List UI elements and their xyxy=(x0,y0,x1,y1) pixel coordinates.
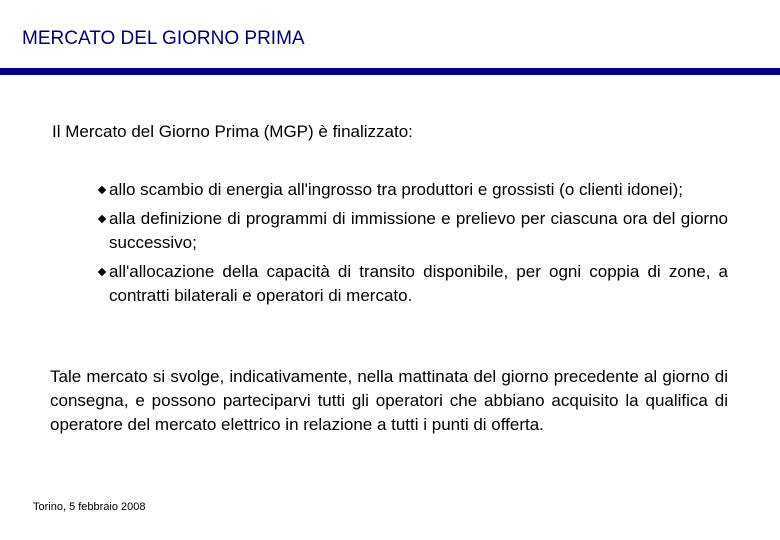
bullet-text: alla definizione di programmi di immissione e prelievo per ciascuna ora del giorno successivo; xyxy=(109,209,728,252)
footer-date: Torino, 5 febbraio 2008 xyxy=(33,501,146,513)
title-divider xyxy=(0,68,780,75)
slide-title: MERCATO DEL GIORNO PRIMA xyxy=(22,28,305,49)
bullet-list xyxy=(98,178,728,313)
intro-text: Il Mercato del Giorno Prima (MGP) è finalizzato: xyxy=(52,122,413,141)
bullet-text: allo scambio di energia all'ingrosso tra produttori e grossisti (o clienti idonei); xyxy=(109,180,683,199)
conclusion-paragraph: Tale mercato si svolge, indicativamente, nella mattinata del giorno precedente al giorno di consegna, e possono parteciparvi tutti gli operatori che abbiano acquisito la qualifica di operatore del mercato elettrico in relazione a tutti i punti di offerta. xyxy=(50,367,728,434)
bullet-text: all'allocazione della capacità di transito disponibile, per ogni coppia di zone, a contratti bilaterali e operatori di mercato. xyxy=(109,262,728,305)
bullet-item xyxy=(98,207,728,255)
diamond-bullet-icon xyxy=(98,186,106,194)
diamond-bullet-icon xyxy=(98,268,106,276)
bullet-item xyxy=(98,178,728,202)
bullet-item xyxy=(98,260,728,308)
diamond-bullet-icon xyxy=(98,215,106,223)
